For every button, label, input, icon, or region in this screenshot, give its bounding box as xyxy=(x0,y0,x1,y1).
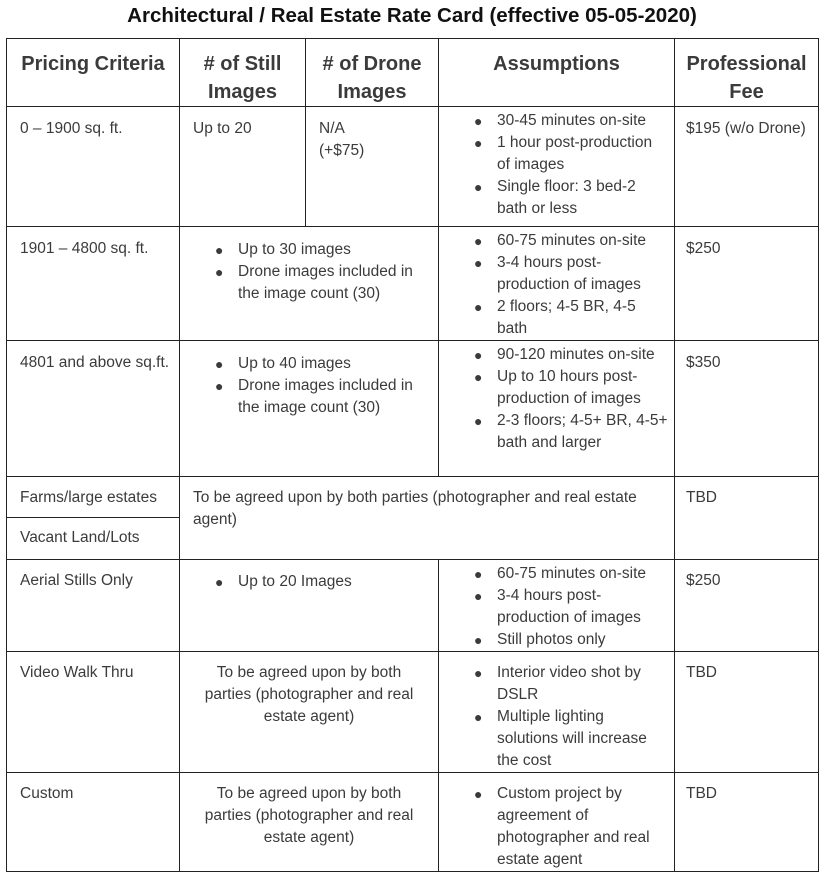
list-item: ● 2-3 floors; 4-5+ BR, 4-5+ bath and larger xyxy=(474,412,668,451)
drone-images-cell xyxy=(306,107,438,162)
assumptions-cell xyxy=(439,560,674,651)
still-images-cell: Up to 20 xyxy=(193,120,252,137)
table-row xyxy=(7,652,819,773)
criteria-cell: 0 – 1900 sq. ft. xyxy=(20,120,123,137)
list-item: ● Drone images included in the image count (30) xyxy=(215,377,413,416)
list-item: ● Still photos only xyxy=(497,629,668,651)
bullet-icon: ● xyxy=(474,566,483,582)
bullet-icon: ● xyxy=(474,255,483,271)
criteria-cell xyxy=(7,477,179,549)
fee-cell: TBD xyxy=(686,664,717,681)
bullet-icon: ● xyxy=(474,632,483,648)
table-row xyxy=(7,107,819,227)
list-item: ● Up to 30 images xyxy=(238,239,432,261)
bullet-icon: ● xyxy=(474,786,483,802)
list-item: ● 3-4 hours post-production of images xyxy=(474,254,641,293)
criteria-cell: 4801 and above sq.ft. xyxy=(20,354,170,371)
fee-cell: $250 xyxy=(686,240,721,257)
bullet-icon: ● xyxy=(215,378,224,394)
criteria-farms: Farms/large estates xyxy=(20,489,157,506)
bullet-icon: ● xyxy=(215,356,224,372)
list-item: ● Up to 40 images xyxy=(238,353,432,375)
list-item: ● 30-45 minutes on-site xyxy=(497,110,668,132)
bullet-icon: ● xyxy=(215,574,224,590)
assumptions-cell xyxy=(439,227,674,340)
criteria-cell: 1901 – 4800 sq. ft. xyxy=(20,240,149,257)
bullet-icon: ● xyxy=(474,665,483,681)
list-item: ● Up to 10 hours post-production of images xyxy=(474,368,641,407)
list-item: ● 2 floors; 4-5 BR, 4-5 bath xyxy=(474,298,636,337)
bullet-icon: ● xyxy=(215,242,224,258)
table-row xyxy=(7,477,819,560)
list-item: ● 3-4 hours post-production of images xyxy=(474,587,641,626)
agreement-cell: To be agreed upon by both parties (photographer and real estate agent) xyxy=(193,489,637,528)
bullet-icon: ● xyxy=(474,709,483,725)
header-assumptions: Assumptions xyxy=(439,39,675,107)
bullet-icon: ● xyxy=(474,413,483,429)
criteria-vacant-land: Vacant Land/Lots xyxy=(7,517,179,549)
images-cell xyxy=(180,560,438,593)
fee-cell: TBD xyxy=(686,785,717,802)
bullet-icon: ● xyxy=(474,233,483,249)
assumptions-cell xyxy=(439,773,674,871)
table-row xyxy=(7,773,819,872)
fee-cell: $350 xyxy=(686,354,721,371)
bullet-icon: ● xyxy=(474,135,483,151)
header-pricing-criteria: Pricing Criteria xyxy=(7,39,180,107)
images-cell xyxy=(180,341,438,419)
images-cell: To be agreed upon by both parties (photographer and real estate agent) xyxy=(204,785,414,846)
fee-cell: TBD xyxy=(686,489,717,506)
list-item: ● 1 hour post-production of images xyxy=(474,134,653,173)
criteria-cell: Custom xyxy=(20,785,74,802)
criteria-cell: Aerial Stills Only xyxy=(20,572,133,589)
table-row xyxy=(7,227,819,341)
list-item: ● Custom project by agreement of photographer and real estate agent xyxy=(474,785,650,868)
images-cell xyxy=(180,227,438,305)
drone-addon-price: (+$75) xyxy=(319,142,365,159)
bullet-icon: ● xyxy=(474,347,483,363)
bullet-icon: ● xyxy=(474,299,483,315)
table-row xyxy=(7,341,819,477)
assumptions-cell xyxy=(439,652,674,772)
page-title: Architectural / Real Estate Rate Card (effective 05-05-2020) xyxy=(127,4,697,27)
list-item: ● Drone images included in the image count (30) xyxy=(215,263,413,302)
bullet-icon: ● xyxy=(215,264,224,280)
list-item: ● Interior video shot by DSLR xyxy=(474,664,641,703)
assumptions-cell xyxy=(439,341,674,454)
list-item: ● 60-75 minutes on-site xyxy=(497,230,668,252)
drone-value: N/A xyxy=(319,120,345,137)
bullet-icon: ● xyxy=(474,588,483,604)
table-header-row xyxy=(7,39,819,107)
list-item: ● Multiple lighting solutions will increase the cost xyxy=(474,708,647,769)
fee-cell: $250 xyxy=(686,572,721,589)
bullet-icon: ● xyxy=(474,369,483,385)
criteria-cell: Video Walk Thru xyxy=(20,664,134,681)
header-professional-fee: Professional Fee xyxy=(675,39,819,107)
list-item: ● 60-75 minutes on-site xyxy=(497,563,668,585)
header-still-images: # of Still Images xyxy=(180,39,306,107)
list-item: ● Up to 20 Images xyxy=(238,571,432,593)
assumptions-cell xyxy=(439,107,674,220)
list-item: ● 90-120 minutes on-site xyxy=(497,344,668,366)
rate-card-table xyxy=(6,38,819,872)
list-item: ● Single floor: 3 bed-2 bath or less xyxy=(474,178,636,217)
table-row xyxy=(7,560,819,652)
fee-cell: $195 (w/o Drone) xyxy=(686,120,806,137)
bullet-icon: ● xyxy=(474,113,483,129)
header-drone-images: # of Drone Images xyxy=(306,39,439,107)
images-cell: To be agreed upon by both parties (photographer and real estate agent) xyxy=(204,664,414,725)
bullet-icon: ● xyxy=(474,179,483,195)
